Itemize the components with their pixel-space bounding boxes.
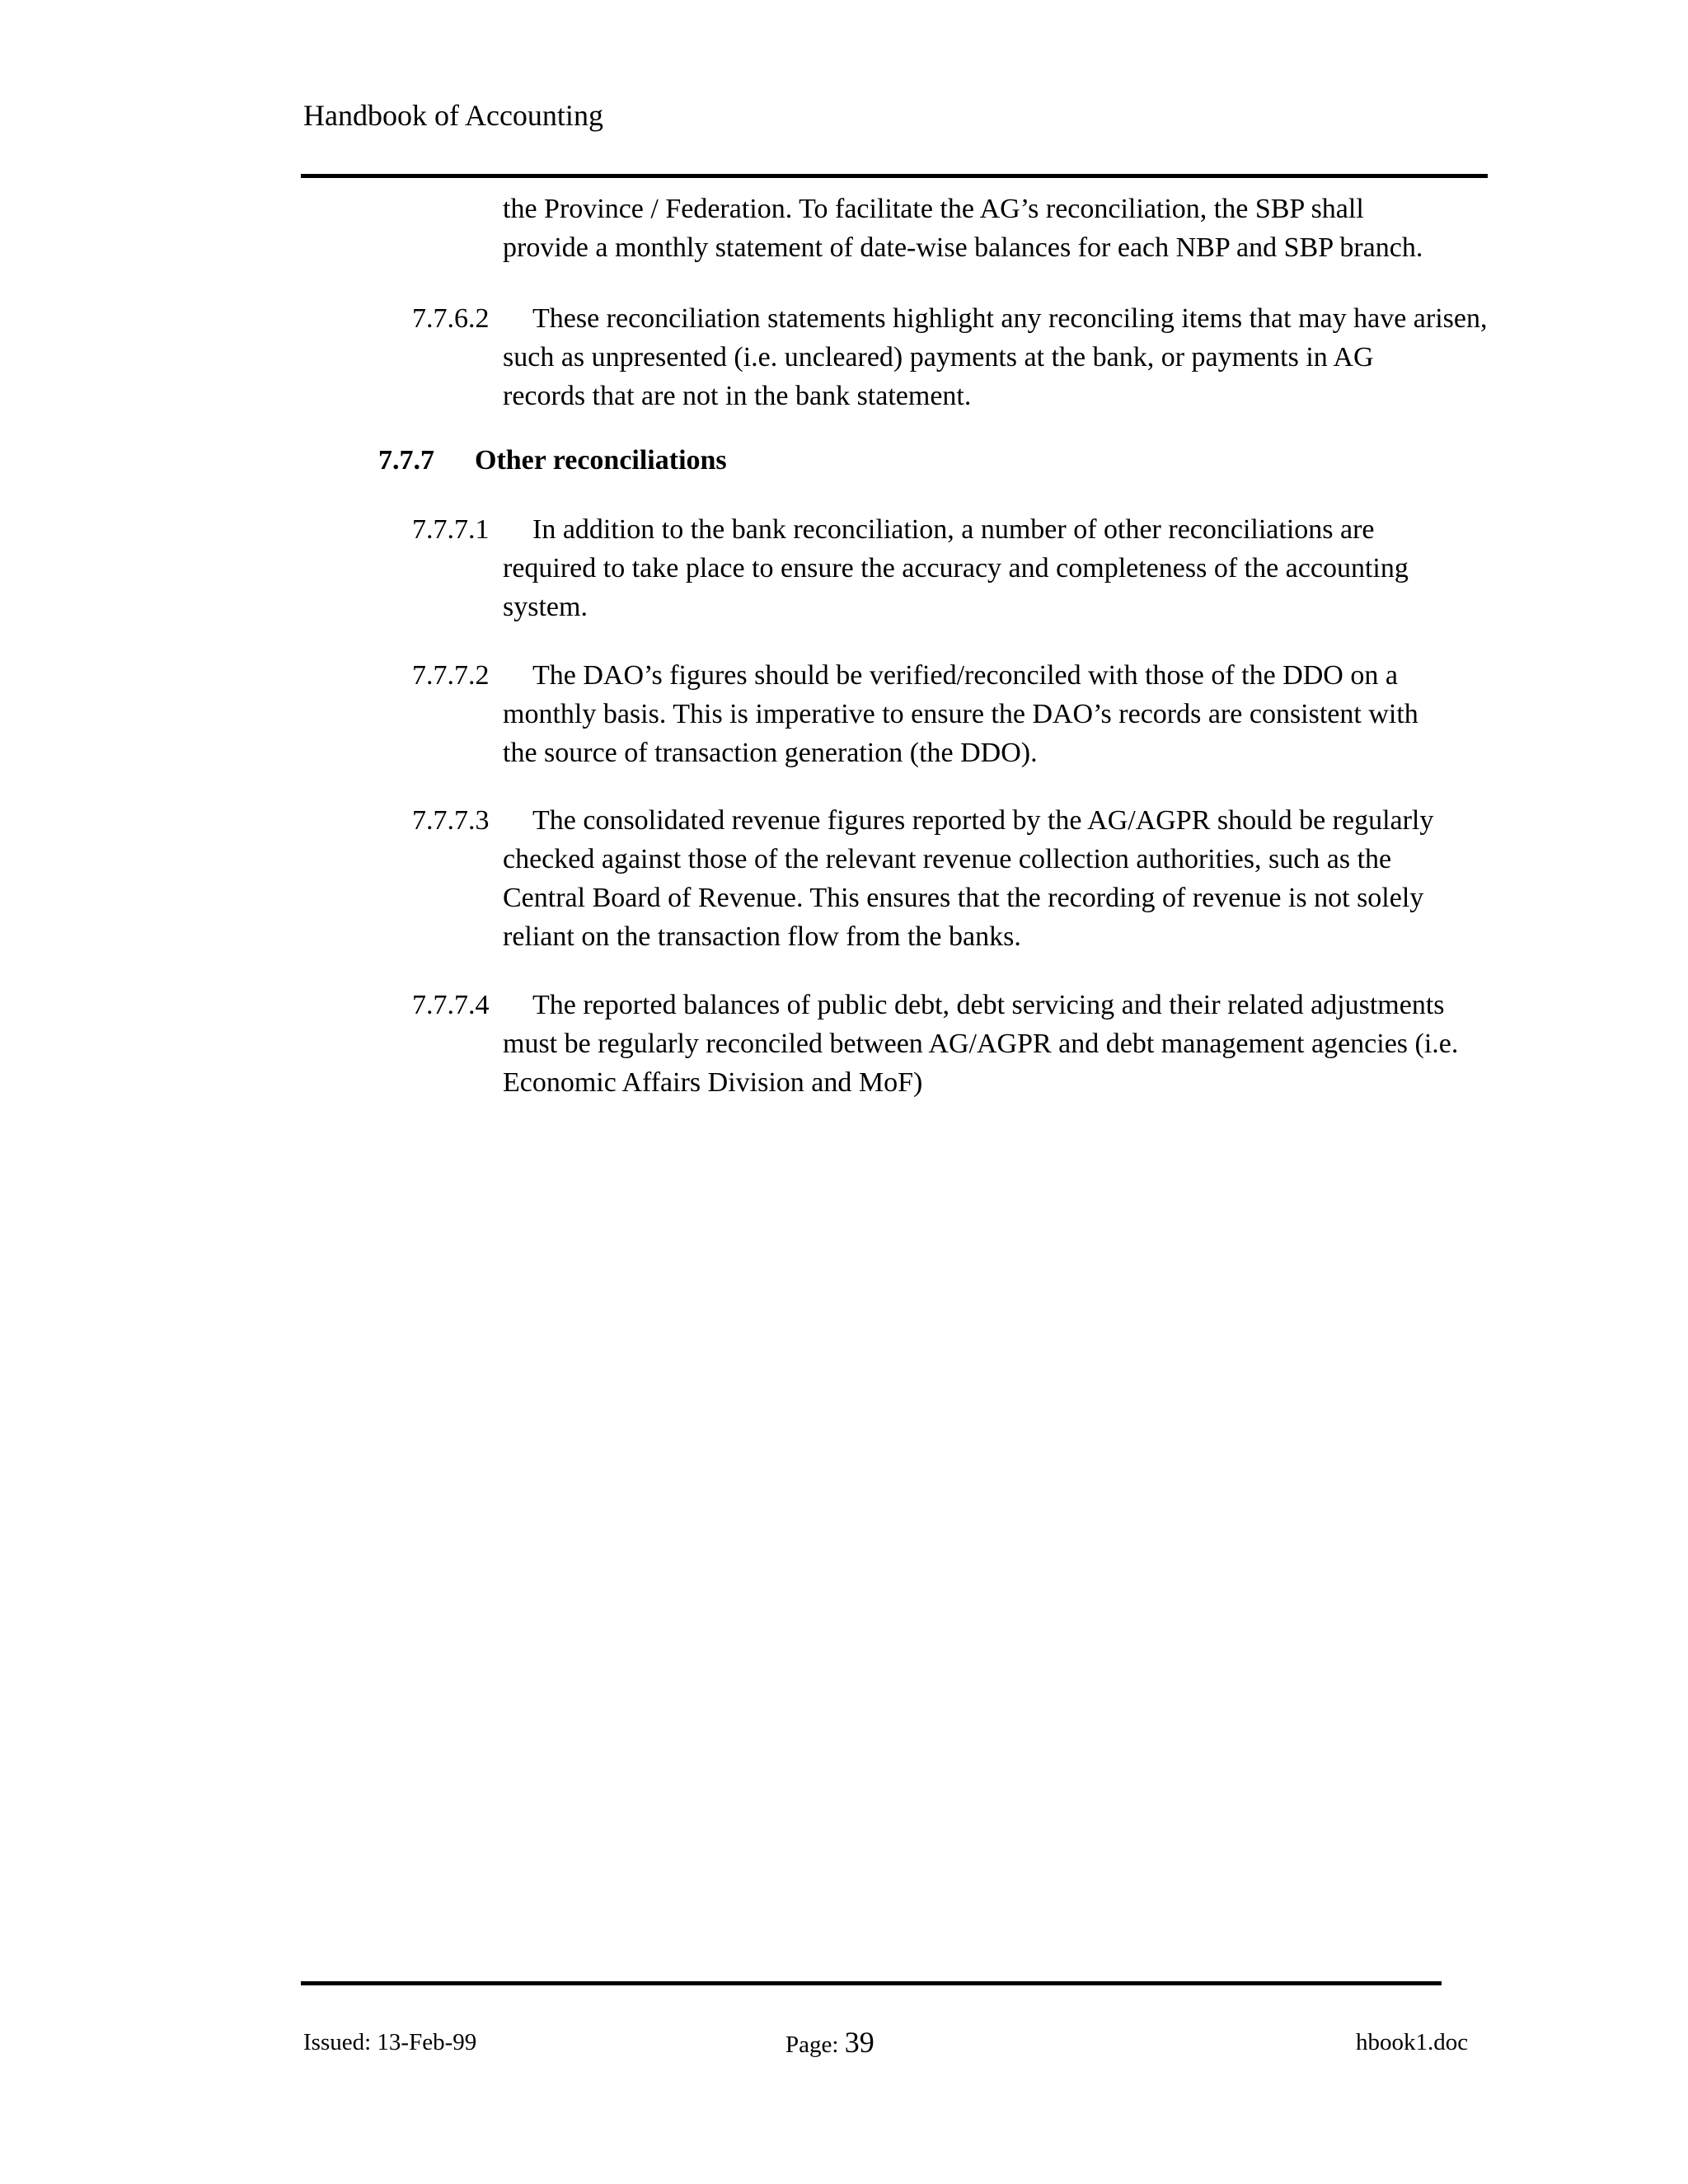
paragraph-number-7771: 7.7.7.1: [412, 514, 490, 545]
paragraph-7774: [503, 986, 1504, 1102]
footer-issued-date: Issued: 13-Feb-99: [303, 2029, 477, 2055]
paragraph-7771: [503, 510, 1504, 626]
paragraph-7772: [503, 656, 1504, 772]
paragraph-line: The DAO’s figures should be verified/reconciled with those of the DDO on a: [532, 660, 1398, 691]
paragraph-line: system.: [503, 592, 588, 622]
paragraph-number-7774: 7.7.7.4: [412, 990, 490, 1020]
paragraph-line: provide a monthly statement of date-wise balances for each NBP and SBP branch.: [503, 232, 1423, 263]
footer-filename: hbook1.doc: [1356, 2029, 1469, 2055]
paragraph-line: The consolidated revenue figures reported by the AG/AGPR should be regularly: [532, 805, 1434, 836]
paragraph-line: Economic Affairs Division and MoF): [503, 1067, 923, 1098]
paragraph-line: monthly basis. This is imperative to ensure the DAO’s records are consistent with: [503, 699, 1418, 729]
paragraph-line: Central Board of Revenue. This ensures that the recording of revenue is not solely: [503, 883, 1424, 913]
footer-page-label: Page:: [785, 2032, 839, 2058]
paragraph-line: In addition to the bank reconciliation, a number of other reconciliations are: [532, 514, 1375, 545]
paragraph-number-7772: 7.7.7.2: [412, 660, 490, 691]
paragraph-7773: [503, 801, 1504, 956]
footer-page-number: 39: [844, 2026, 874, 2059]
paragraph-line: reliant on the transaction flow from the banks.: [503, 921, 1021, 952]
footer-rule: [301, 1981, 1442, 1985]
paragraph-line: required to take place to ensure the accuracy and completeness of the accounting: [503, 553, 1409, 583]
section-title: Other reconciliations: [475, 445, 727, 476]
paragraph-line: records that are not in the bank statement.: [503, 381, 972, 411]
section-heading-777: [378, 441, 727, 480]
section-number: 7.7.7: [378, 445, 434, 476]
paragraph-7762: [503, 299, 1504, 415]
footer-page-indicator: [785, 2026, 874, 2061]
paragraph-line: The reported balances of public debt, debt servicing and their related adjustments: [532, 990, 1445, 1020]
paragraph-line: the source of transaction generation (the DDO).: [503, 738, 1038, 768]
paragraph-number-7773: 7.7.7.3: [412, 805, 490, 836]
paragraph-line: checked against those of the relevant revenue collection authorities, such as the: [503, 844, 1392, 874]
paragraph-line: These reconciliation statements highlight any reconciling items that may have arisen,: [532, 303, 1488, 334]
header-rule: [301, 174, 1488, 178]
paragraph-number-7762: 7.7.6.2: [412, 303, 490, 334]
paragraph-line: such as unpresented (i.e. uncleared) payments at the bank, or payments in AG: [503, 342, 1374, 373]
continuation-paragraph: [503, 190, 1504, 267]
page-header-title: Handbook of Accounting: [303, 99, 603, 132]
paragraph-line: the Province / Federation. To facilitate the AG’s reconciliation, the SBP shall: [503, 194, 1364, 224]
paragraph-line: must be regularly reconciled between AG/AGPR and debt management agencies (i.e.: [503, 1029, 1459, 1059]
